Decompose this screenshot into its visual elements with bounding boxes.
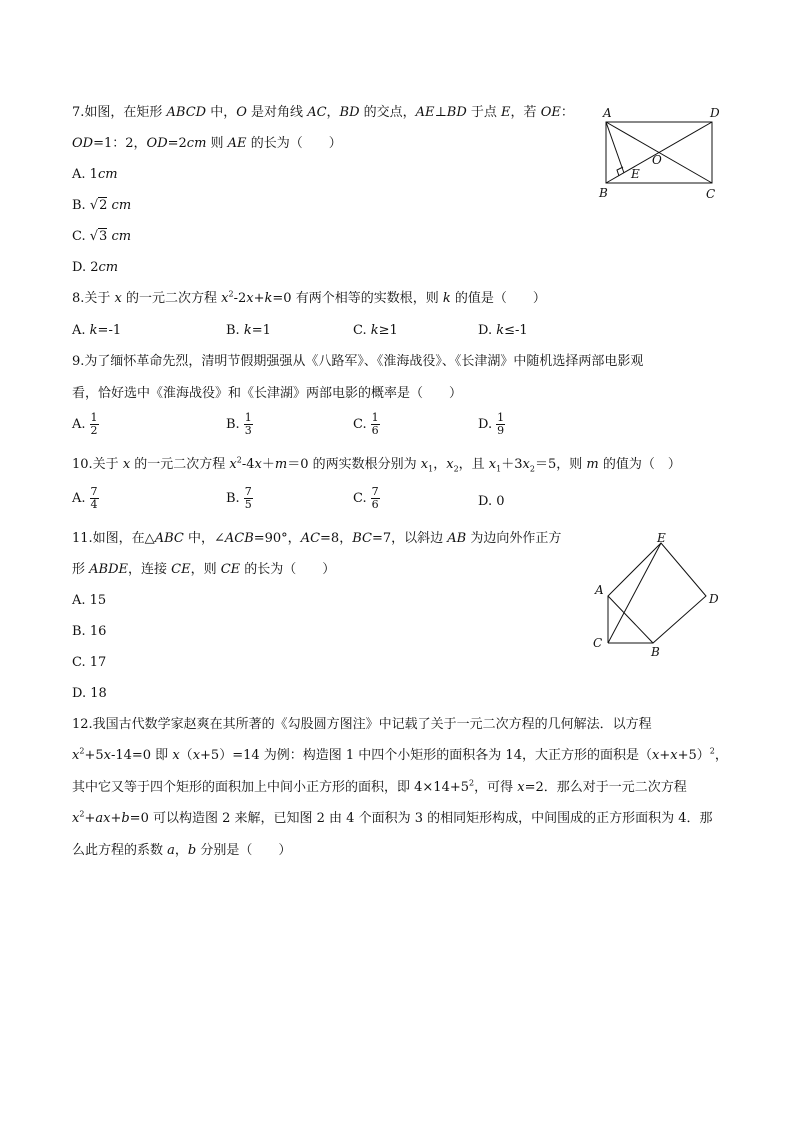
q8-option-d: D. k≤-1 [478,323,528,338]
q11-stem-line1: 11.如图，在△ABC 中，∠ACB=90°，AC=8，BC=7，以斜边 AB 为边向外作正方 [72,531,562,546]
q11-option-b: B. 16 [72,624,107,639]
q11-option-d: D. 18 [72,686,107,701]
q7-stem-line1: 7.如图，在矩形 ABCD 中，O 是对角线 AC，BD 的交点，AE⊥BD 于点 E，若 OE： [72,105,574,120]
segment-ae [606,122,624,173]
q11-option-c: C. 17 [72,655,107,670]
q7-stem-line2: OD=1：2，OD=2cm 则 AE 的长为（ ） [72,136,342,151]
label-d: D [709,592,719,606]
q12-stem-line4: $x^2+ax+b=0$ 可以构造图 2 来解，已知图 2 由 4 个面积为 3 的相同矩形构成，中间围成的正方形面积为 4．那 [72,809,713,826]
q11-stem-line2: 形 ABDE，连接 CE，则 CE 的长为（ ） [72,562,336,577]
q11-square-figure [585,528,730,663]
q8-option-b: B. k=1 [226,323,271,338]
q9-option-b: B. $\frac{1}{3}$ [226,411,252,437]
q7-option-c: C. √3 cm [72,229,132,244]
label-e: E [631,167,640,181]
q12-stem-line3: 其中它又等于四个矩形的面积加上中间小正方形的面积，即 $4\times 14+5^2$，可得 x=2．那么对于一元二次方程 [72,778,687,795]
label-o: O [652,153,662,167]
label-b: B [599,186,608,200]
q12-stem-line5: 么此方程的系数 a，b 分别是（ ） [72,843,292,858]
q8-stem: 8.关于 x 的一元二次方程 $x^2-2x+k=0$ 有两个相等的实数根，则 k 的值是（ ） [72,289,546,306]
q7-option-a: A. 1cm [72,167,118,182]
segment-ce [608,543,661,643]
q8-option-c: C. k≥1 [353,323,398,338]
q11-option-a: A. 15 [72,593,107,608]
label-c: C [706,187,716,201]
label-b: B [651,645,660,659]
label-e: E [657,531,666,545]
q12-stem-line1: 12.我国古代数学家赵爽在其所著的《勾股圆方图注》中记载了关于一元二次方程的几何解法．以方程 [72,717,652,732]
q9-stem-line1: 9.为了缅怀革命先烈，清明节假期强强从《八路军》、《淮海战役》、《长津湖》中随机选择两部电影观 [72,354,644,369]
q12-stem-line2: $x^2+5x-14=0$ 即 x（x+5）=14 为例：构造图 1 中四个小矩形的面积各为 14，大正方形的面积是$(x+x+5)^2$， [72,746,728,763]
q9-option-d: D. $\frac{1}{9}$ [478,411,505,437]
q10-stem: 10.关于 x 的一元二次方程 $x^2-4x+m=0$ 的两实数根分别为 $x_1$，$x_2$，且 $x_1+3x_2=5$，则 m 的值为（ ） [72,455,681,474]
q10-option-d: D. 0 [478,494,505,509]
q9-option-c: C. $\frac{1}{6}$ [353,411,379,437]
q8-option-a: A. k=-1 [72,323,122,338]
label-a: A [603,106,612,120]
q10-option-c: C. $\frac{7}{6}$ [353,485,379,511]
q7-option-b: B. √2 cm [72,198,132,213]
q7-rectangle-figure [590,100,730,205]
q9-option-a: A. $\frac{1}{2}$ [72,411,98,437]
q10-option-b: B. $\frac{7}{5}$ [226,485,252,511]
q7-option-d: D. 2cm [72,260,119,275]
q9-stem-line2: 看，恰好选中《淮海战役》和《长津湖》两部电影的概率是（ ） [72,386,463,401]
label-c: C [593,636,603,650]
square-abde [608,543,706,643]
q10-option-a: A. $\frac{7}{4}$ [72,485,98,511]
label-d: D [710,106,720,120]
label-a: A [595,583,604,597]
